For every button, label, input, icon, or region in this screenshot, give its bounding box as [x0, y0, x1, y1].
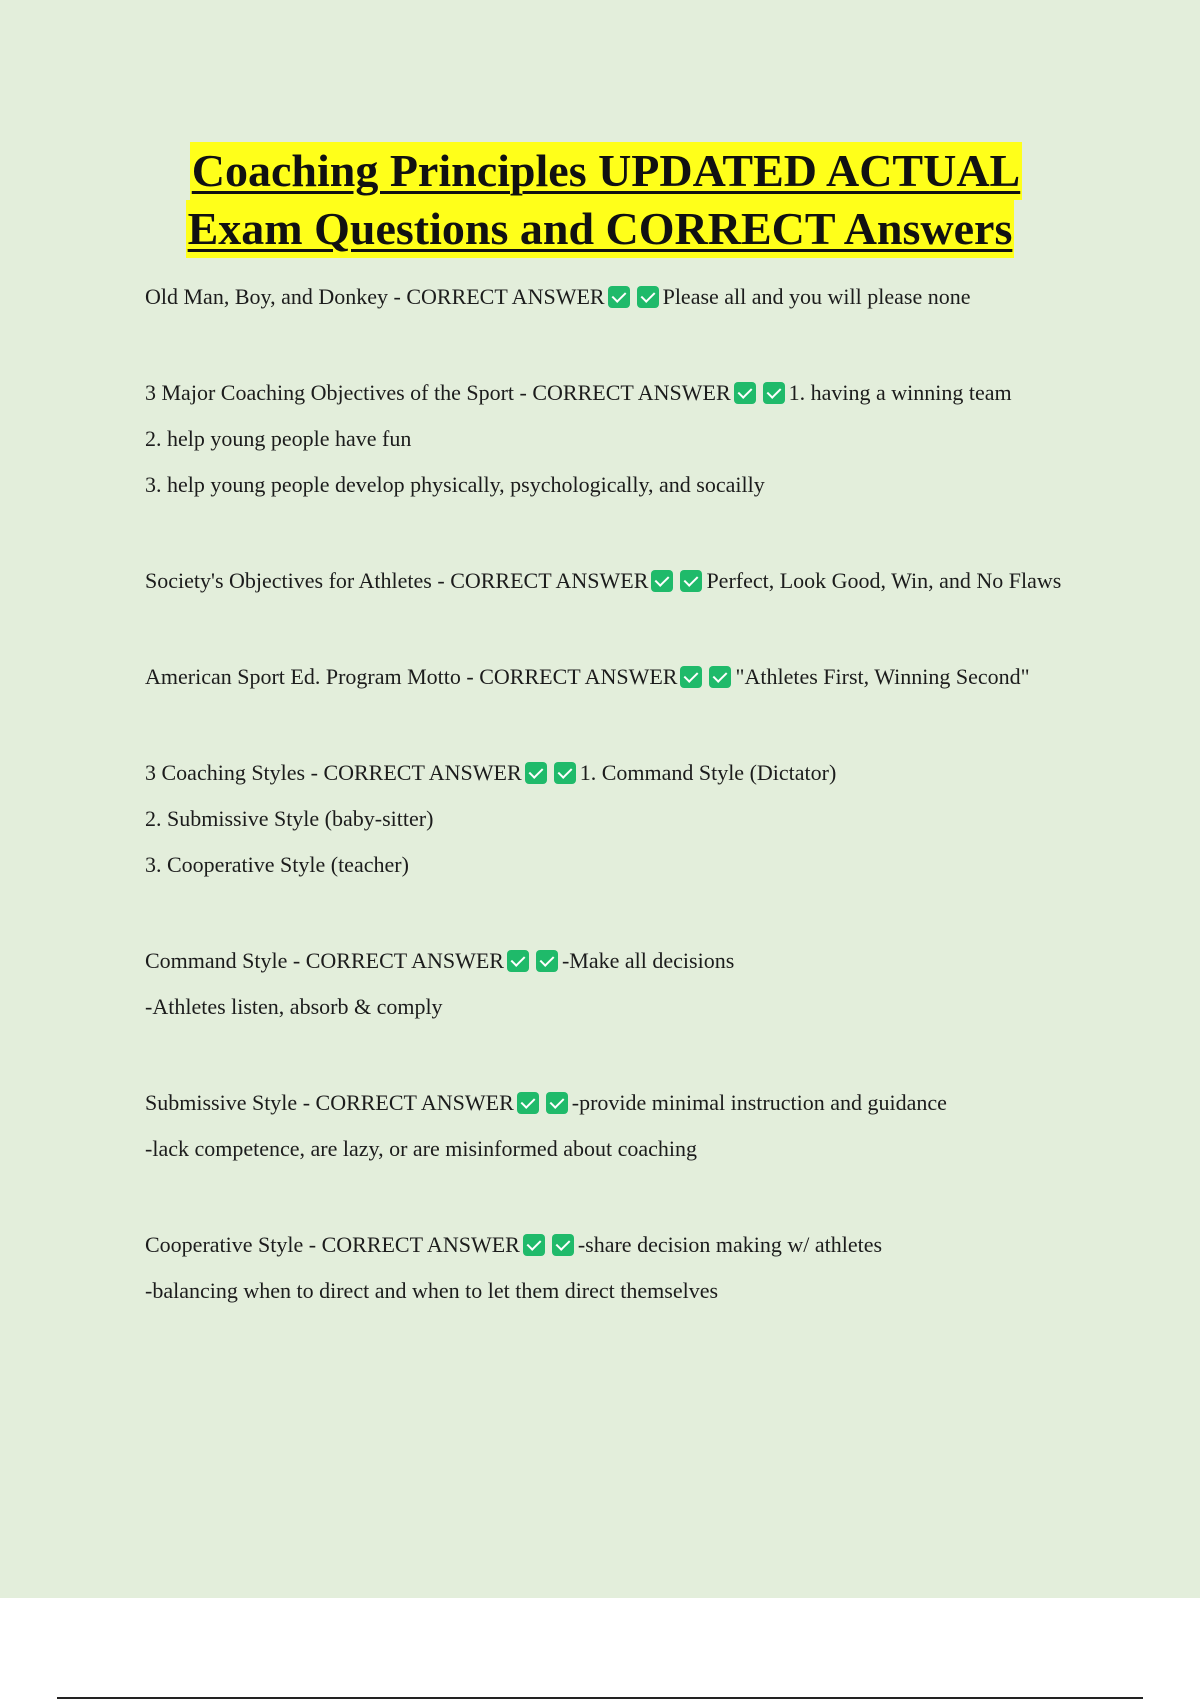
check-box-icon — [507, 950, 529, 972]
qa-item — [145, 282, 1065, 312]
check-box-icon — [734, 382, 756, 404]
qa-item — [145, 758, 1065, 880]
answer-continuation: 3. Cooperative Style (teacher) — [145, 852, 409, 877]
qa-item — [145, 946, 1065, 1022]
answer-continuation: 2. Submissive Style (baby-sitter) — [145, 806, 434, 831]
answer-text: Please all and you will please none — [662, 284, 971, 309]
title-line-2: Exam Questions and CORRECT Answers — [186, 200, 1015, 258]
answer-continuation: -lack competence, are lazy, or are misinformed about coaching — [145, 1136, 697, 1161]
answer-text: -Make all decisions — [561, 948, 735, 973]
answer-text: 1. having a winning team — [788, 380, 1012, 405]
correct-answer-label: CORRECT ANSWER — [532, 380, 731, 405]
answer-continuation: 3. help young people develop physically, psychologically, and socailly — [145, 472, 765, 497]
footer-divider — [57, 1697, 1143, 1699]
answer-text: -provide minimal instruction and guidance — [571, 1090, 947, 1115]
check-box-icon — [637, 286, 659, 308]
correct-answer-label: CORRECT ANSWER — [305, 948, 504, 973]
qa-item — [145, 1088, 1065, 1164]
qa-line: 3 Major Coaching Objectives of the Sport - CORRECT ANSWER 1. having a winning team — [145, 380, 1012, 405]
answer-text: Perfect, Look Good, Win, and No Flaws — [706, 568, 1062, 593]
qa-line: American Sport Ed. Program Motto - CORRECT ANSWER "Athletes First, Winning Second" — [145, 664, 1030, 689]
check-box-icon — [546, 1092, 568, 1114]
question-text: Society's Objectives for Athletes — [145, 568, 432, 593]
question-text: Cooperative Style — [145, 1232, 304, 1257]
answer-continuation: -balancing when to direct and when to let them direct themselves — [145, 1278, 719, 1303]
question-text: Old Man, Boy, and Donkey — [145, 284, 388, 309]
qa-item — [145, 1230, 1065, 1306]
correct-answer-label: CORRECT ANSWER — [323, 760, 522, 785]
qa-line: Command Style - CORRECT ANSWER -Make all decisions — [145, 948, 735, 973]
qa-item — [145, 566, 1065, 596]
check-box-icon — [608, 286, 630, 308]
correct-answer-label: CORRECT ANSWER — [450, 568, 649, 593]
answer-continuation: 2. help young people have fun — [145, 426, 412, 451]
correct-answer-label: CORRECT ANSWER — [315, 1090, 514, 1115]
question-text: American Sport Ed. Program Motto — [145, 664, 461, 689]
check-box-icon — [554, 762, 576, 784]
qa-item — [145, 662, 1065, 692]
answer-text: -share decision making w/ athletes — [577, 1232, 883, 1257]
check-box-icon — [517, 1092, 539, 1114]
check-box-icon — [763, 382, 785, 404]
check-box-icon — [651, 570, 673, 592]
correct-answer-label: CORRECT ANSWER — [479, 664, 678, 689]
title-line-1: Coaching Principles UPDATED ACTUAL — [190, 142, 1022, 200]
check-box-icon — [523, 1234, 545, 1256]
question-text: 3 Coaching Styles — [145, 760, 306, 785]
qa-item — [145, 378, 1065, 500]
check-box-icon — [552, 1234, 574, 1256]
check-box-icon — [680, 666, 702, 688]
question-text: Command Style — [145, 948, 288, 973]
check-box-icon — [525, 762, 547, 784]
correct-answer-label: CORRECT ANSWER — [321, 1232, 520, 1257]
qa-line: 3 Coaching Styles - CORRECT ANSWER 1. Command Style (Dictator) — [145, 760, 837, 785]
question-text: 3 Major Coaching Objectives of the Sport — [145, 380, 515, 405]
qa-line: Old Man, Boy, and Donkey - CORRECT ANSWER Please all and you will please none — [145, 284, 971, 309]
qa-list — [145, 282, 1065, 1306]
answer-text: "Athletes First, Winning Second" — [735, 664, 1030, 689]
page-title — [0, 142, 1200, 258]
check-box-icon — [536, 950, 558, 972]
qa-line: Cooperative Style - CORRECT ANSWER -share decision making w/ athletes — [145, 1232, 883, 1257]
answer-text: 1. Command Style (Dictator) — [579, 760, 837, 785]
answer-continuation: -Athletes listen, absorb & comply — [145, 994, 443, 1019]
check-box-icon — [709, 666, 731, 688]
qa-line: Submissive Style - CORRECT ANSWER -provide minimal instruction and guidance — [145, 1090, 947, 1115]
question-text: Submissive Style — [145, 1090, 298, 1115]
check-box-icon — [680, 570, 702, 592]
qa-line: Society's Objectives for Athletes - CORRECT ANSWER Perfect, Look Good, Win, and No Flaws — [145, 568, 1062, 593]
correct-answer-label: CORRECT ANSWER — [406, 284, 605, 309]
